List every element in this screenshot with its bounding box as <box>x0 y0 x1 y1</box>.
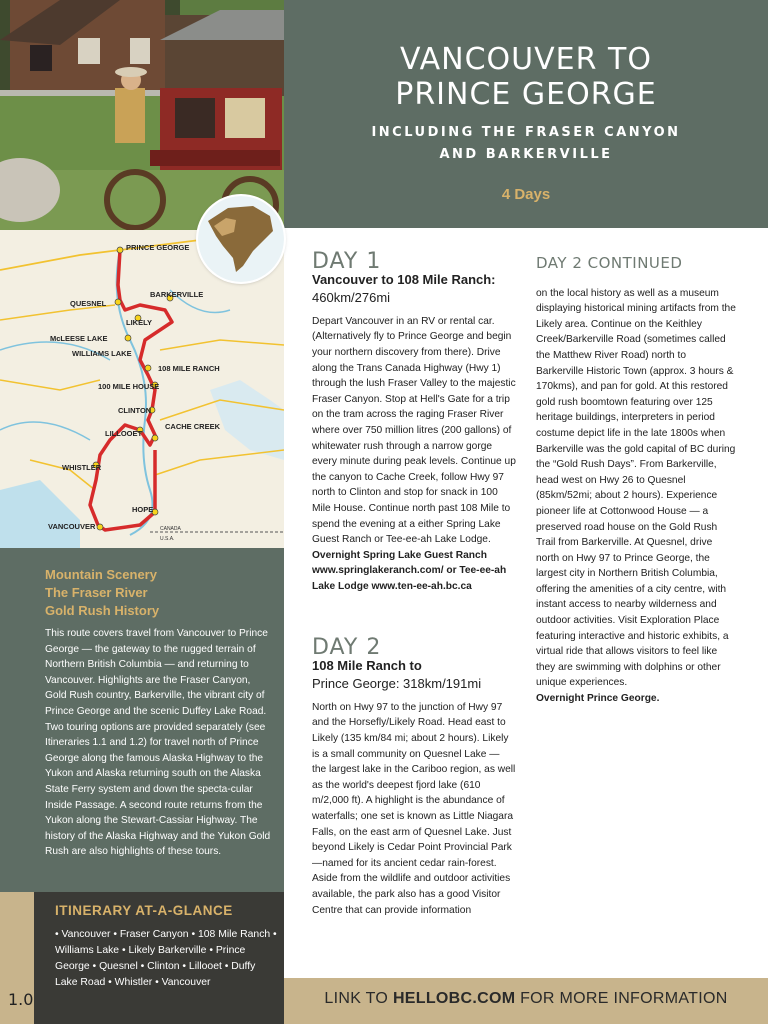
day1-distance: 460km/276mi <box>312 290 391 306</box>
map-label-quesnel: QUESNEL <box>70 299 107 308</box>
day1-body: Depart Vancouver in an RV or rental car. (Alternatively fly to Prince George and begin your northern discovery from there). Drive along the Trans Canada Highway (Hwy 1) through the lush Fraser Valley to the majestic Fraser Canyon. Stop at Hell's Gate for a trip on the tram across the raging Fraser River where over 750 million litres (200 gallons) of whitewater rush through a narrow gorge every minute during peak levels. Continue up the canyon to Cache Creek, follow Hwy 97 north to Clinton and stop for snack in 100 Mile House. Continue north past 108 Mile to spend the evening at a either Spring Lake Guest Ranch or Tee-ee-ah Lake Lodge. <box>312 315 516 546</box>
subtitle-line-2: AND BARKERVILLE <box>439 147 613 162</box>
day2-continued-section <box>536 256 736 707</box>
day1-heading: DAY 1 <box>312 249 382 274</box>
highlight-heading-3: Gold Rush History <box>45 603 160 618</box>
day1-overnight: Overnight Spring Lake Guest Ranch www.springlakeranch.com/ or Tee-ee-ah Lake Lodge www.ten-ee-ah.bc.ca <box>312 549 507 592</box>
itinerary-list: • Vancouver • Fraser Canyon • 108 Mile Ranch • Williams Lake • Likely Barkerville • Prince George • Quesnel • Clinton • Lillooet • Duffy Lake Road • Whistler • Vancouver <box>55 929 277 988</box>
day2-distance: Prince George: 318km/191mi <box>312 676 482 692</box>
title-line-2: PRINCE GEORGE <box>395 77 657 112</box>
day1-section <box>312 249 516 594</box>
map-label-clinton: CLINTON <box>118 406 152 415</box>
day2-heading: DAY 2 <box>312 635 382 660</box>
highlight-heading-1: Mountain Scenery <box>45 567 157 582</box>
north-america-icon <box>198 196 284 282</box>
map-label-williams-lake: WILLIAMS LAKE <box>72 349 132 358</box>
map-label-cache-creek: CACHE CREEK <box>165 422 221 431</box>
title-line-1: VANCOUVER TO <box>400 42 652 77</box>
map-label-usa: U.S.A. <box>160 536 175 542</box>
hellobc-link[interactable]: HELLOBC.COM <box>392 990 516 1007</box>
day2-continued-overnight: Overnight Prince George. <box>536 693 660 705</box>
sidebar-description: This route covers travel from Vancouver to Prince George — the gateway to the rugged terrain of Northern British Columbia — and returning to Vancouver. Highlights are the Fraser Canyon, Gold Rush country, Barkerville, the vibrant city of Prince George and the scenic Duffey Lake Road. Two touring options are provided separately (see Itineraries 1.1 and 1.2) for travel north of Prince George along the famous Alaska Highway to the Yukon and Alaska returning south on the Alaska State Ferry system and down the specta-cular Inside Passage. A second route returns from the Yukon along the Stewart-Cassiar Highway. The history of the Alaska Highway and the Yukon Gold Rush are also highlights of these tours. <box>45 628 271 858</box>
day2-continued-body: on the local history as well as a museum displaying historical mining artifacts from the Likely area. Continue on the Keithley Creek/Barkerville Road (sometimes called the Matthew River Road) north to Barkerville Historic Town (approx. 3 hours & 170kms), and pan for gold. At this restored gold rush boomtown featuring over 125 heritage buildings, interpreters in period costume depict life in the late 1800s when Barkerville was the gold capital of BC during the “Gold Rush Days”. From Barkerville, head west on Hwy 26 to Quesnel (85km/52mi; about 2 hours). Experience pioneer life at Cottonwood House — a preserved road house on the Gold Rush Trail from Barkerville. At Quesnel, drive north on Hwy 97 to Prince George, the largest city in Northern British Columbia, offering the amenities of a city centre, with instant access to nearby wilderness and outdoor activities. Visit Exploration Place featuring interactive and historic exhibits, a virtual ride that allows visitors to feel like they are swimming with dolphins or other unique experiences. <box>536 287 736 689</box>
footer-suffix: FOR MORE INFORMATION <box>515 990 728 1007</box>
day2-section <box>312 635 516 918</box>
day2-continued-heading: DAY 2 CONTINUED <box>536 254 683 272</box>
footer-prefix: LINK TO <box>324 990 393 1007</box>
highlight-heading-2: The Fraser River <box>45 585 148 600</box>
itinerary-title: ITINERARY AT-A-GLANCE <box>55 903 233 918</box>
duration-label: 4 Days <box>501 186 551 203</box>
page-title <box>284 42 768 112</box>
map-label-whistler: WHISTLER <box>62 463 102 472</box>
sidebar-highlights <box>45 566 265 620</box>
locator-globe <box>198 196 284 282</box>
day1-subtitle: Vancouver to 108 Mile Ranch: <box>312 271 496 287</box>
subtitle-line-1: INCLUDING THE FRASER CANYON <box>371 125 681 140</box>
footer-link-text[interactable] <box>284 990 768 1008</box>
day2-body: North on Hwy 97 to the junction of Hwy 97 and the Horsefly/Likely Road. Head east to Likely (135 km/84 mi; about 2 hours). Likely is a small community on Quesnel Lake — the largest lake in the Cariboo region, as well as the world's deepest fjord lake (610 m/2,000 ft). A highlight is the abundance of waterfalls; one set is known as Little Niagara Falls, on the east arm of Quesnel Lake. Just beyond Likely is Cedar Point Provincial Park —named for its ancient cedar rain-forest. Aside from the wildlife and outdoor activities available, the park also has a good Visitor Centre that can provide information <box>312 701 516 916</box>
map-label-barkerville: BARKERVILLE <box>150 290 204 299</box>
map-label-prince-george: PRINCE GEORGE <box>126 243 190 252</box>
map-label-100-mile-house: 100 MILE HOUSE <box>98 382 160 391</box>
page-number: 1.0 <box>8 990 34 1009</box>
map-label-mcleese-lake: McLEESE LAKE <box>50 334 108 343</box>
map-label-vancouver: VANCOUVER <box>48 522 96 531</box>
day2-subtitle: 108 Mile Ranch to <box>312 657 422 673</box>
map-label-canada: CANADA <box>160 526 181 532</box>
map-label-hope: HOPE <box>132 505 154 514</box>
map-label-likely: LIKELY <box>126 318 152 327</box>
map-label-108-mile-ranch: 108 MILE RANCH <box>158 364 220 373</box>
page-subtitle <box>284 122 768 166</box>
map-label-lillooet: LILLOOET <box>105 429 143 438</box>
